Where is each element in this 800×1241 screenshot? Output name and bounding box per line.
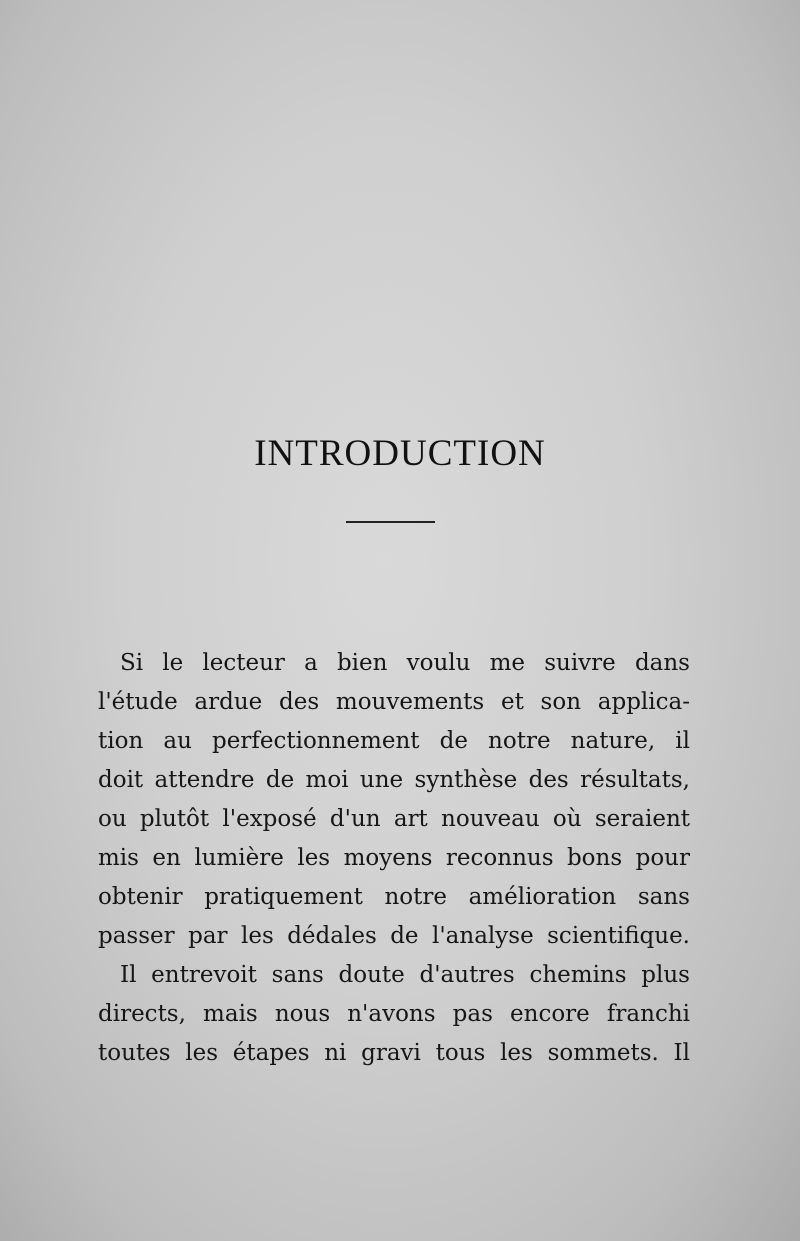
text-line: l'étude ardue des mouvements et son applica-: [98, 689, 690, 715]
title-divider: [346, 521, 435, 523]
text-line: Il entrevoit sans doute d'autres chemins plus: [120, 962, 690, 988]
text-line: ou plutôt l'exposé d'un art nouveau où seraient: [98, 806, 690, 832]
text-line: Si le lecteur a bien voulu me suivre dans: [120, 650, 690, 676]
text-line: doit attendre de moi une synthèse des résultats,: [98, 767, 690, 793]
text-line: mis en lumière les moyens reconnus bons pour: [98, 845, 690, 871]
text-line: directs, mais nous n'avons pas encore franchi: [98, 1001, 690, 1027]
text-line: toutes les étapes ni gravi tous les sommets. Il: [98, 1040, 690, 1066]
chapter-title: INTRODUCTION: [254, 433, 546, 474]
text-line: tion au perfectionnement de notre nature, il: [98, 728, 690, 754]
body-text: [98, 644, 690, 1073]
text-line: obtenir pratiquement notre amélioration sans: [98, 884, 690, 910]
text-line: passer par les dédales de l'analyse scientifique.: [98, 923, 690, 949]
